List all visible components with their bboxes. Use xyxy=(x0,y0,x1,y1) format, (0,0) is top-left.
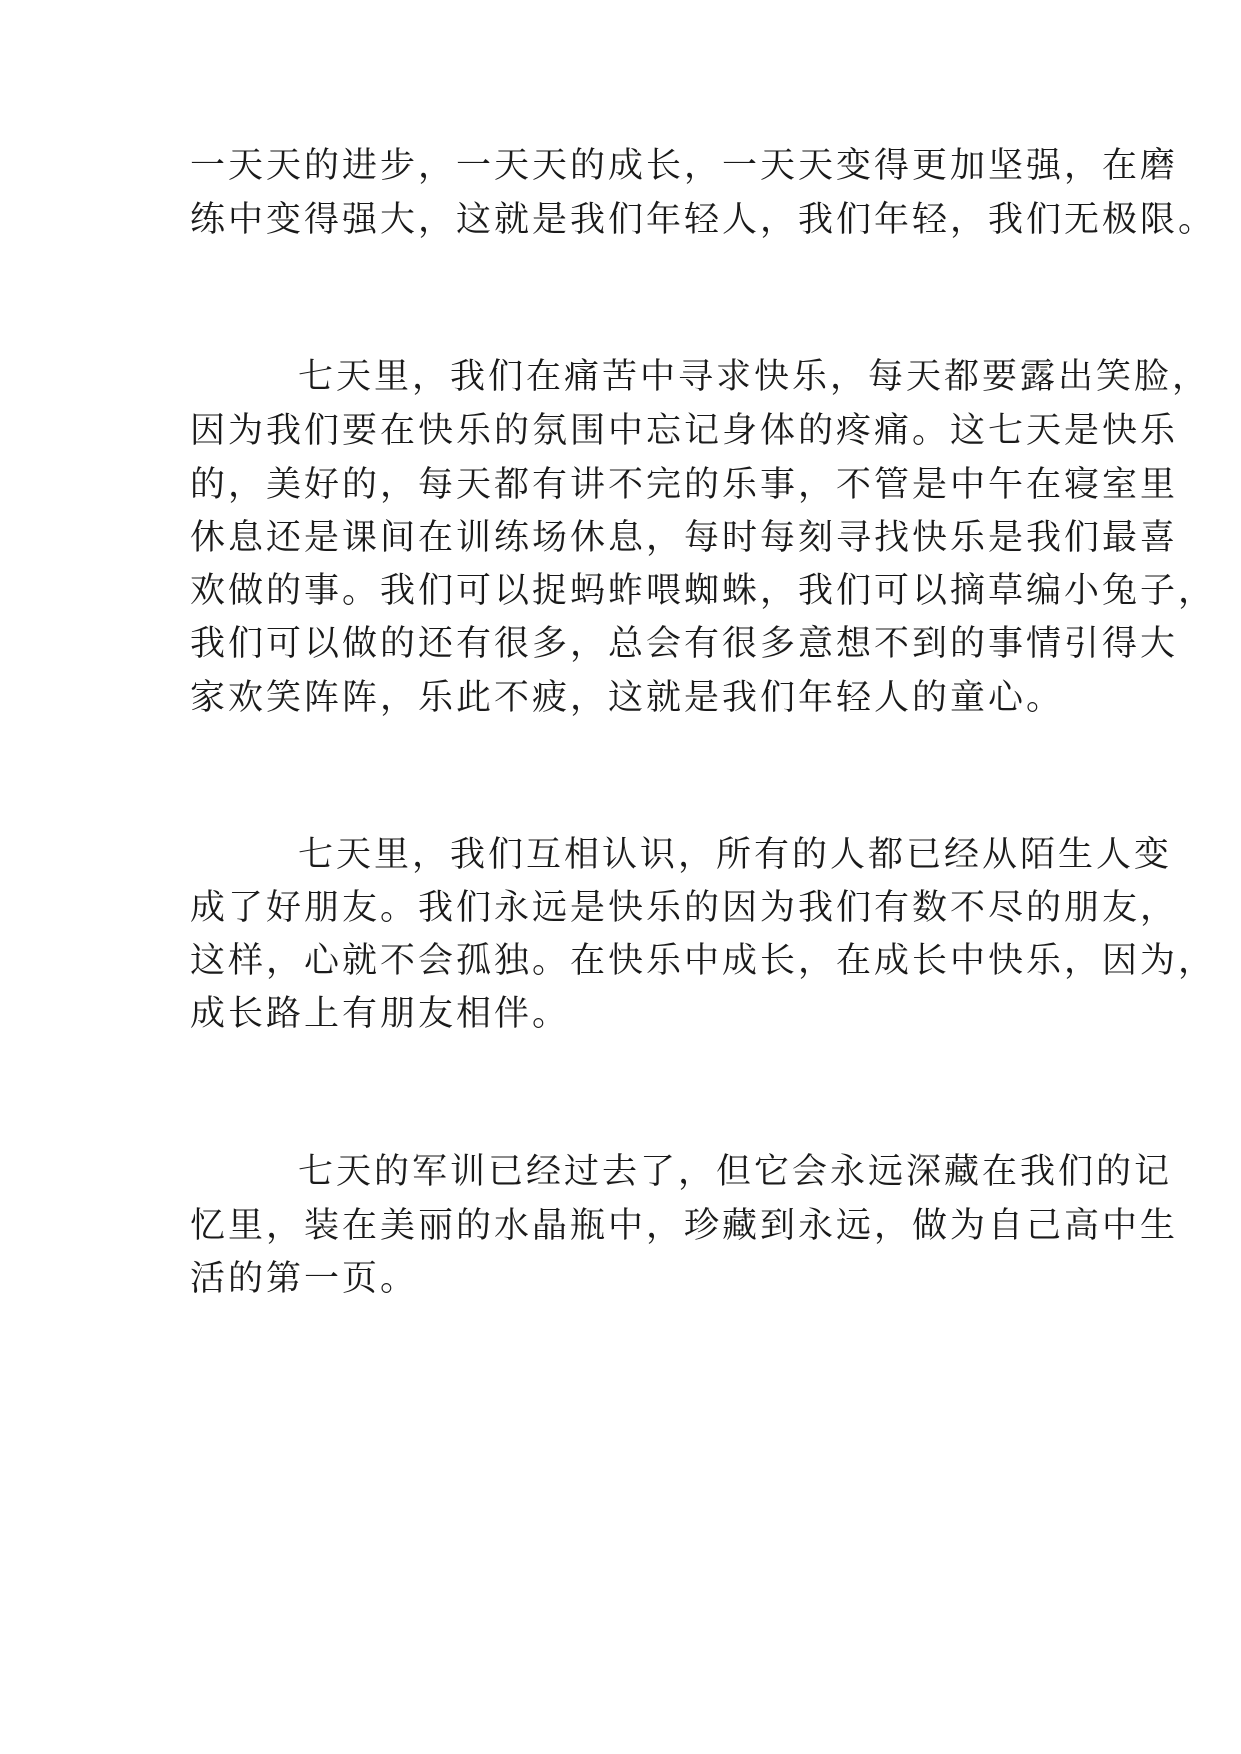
paragraph-line: 练中变得强大，这就是我们年轻人，我们年轻，我们无极限。 xyxy=(190,200,1217,240)
paragraph-line: 成长路上有朋友相伴。 xyxy=(190,994,571,1034)
paragraph-line: 我们可以做的还有很多，总会有很多意想不到的事情引得大 xyxy=(190,624,1179,664)
paragraph-line: 成了好朋友。我们永远是快乐的因为我们有数不尽的朋友， xyxy=(190,888,1179,928)
paragraph-line: 七天里，我们在痛苦中寻求快乐，每天都要露出笑脸， xyxy=(298,357,1211,397)
paragraph-line: 活的第一页。 xyxy=(190,1259,419,1299)
paragraph-line: 欢做的事。我们可以捉蚂蚱喂蜘蛛，我们可以摘草编小兔子， xyxy=(190,571,1217,611)
paragraph-line: 因为我们要在快乐的氛围中忘记身体的疼痛。这七天是快乐 xyxy=(190,411,1179,451)
paragraph-line: 七天的军训已经过去了，但它会永远深藏在我们的记 xyxy=(298,1152,1173,1192)
paragraph-line: 七天里，我们互相认识，所有的人都已经从陌生人变 xyxy=(298,835,1173,875)
paragraph-line: 休息还是课间在训练场休息，每时每刻寻找快乐是我们最喜 xyxy=(190,518,1179,558)
paragraph-line: 忆里，装在美丽的水晶瓶中，珍藏到永远，做为自己高中生 xyxy=(190,1206,1179,1246)
paragraph-line: 的，美好的，每天都有讲不完的乐事，不管是中午在寝室里 xyxy=(190,465,1179,505)
paragraph-line: 这样，心就不会孤独。在快乐中成长，在成长中快乐，因为， xyxy=(190,941,1217,981)
paragraph-line: 一天天的进步，一天天的成长，一天天变得更加坚强，在磨 xyxy=(190,146,1179,186)
paragraph-line: 家欢笑阵阵，乐此不疲，这就是我们年轻人的童心。 xyxy=(190,678,1065,718)
